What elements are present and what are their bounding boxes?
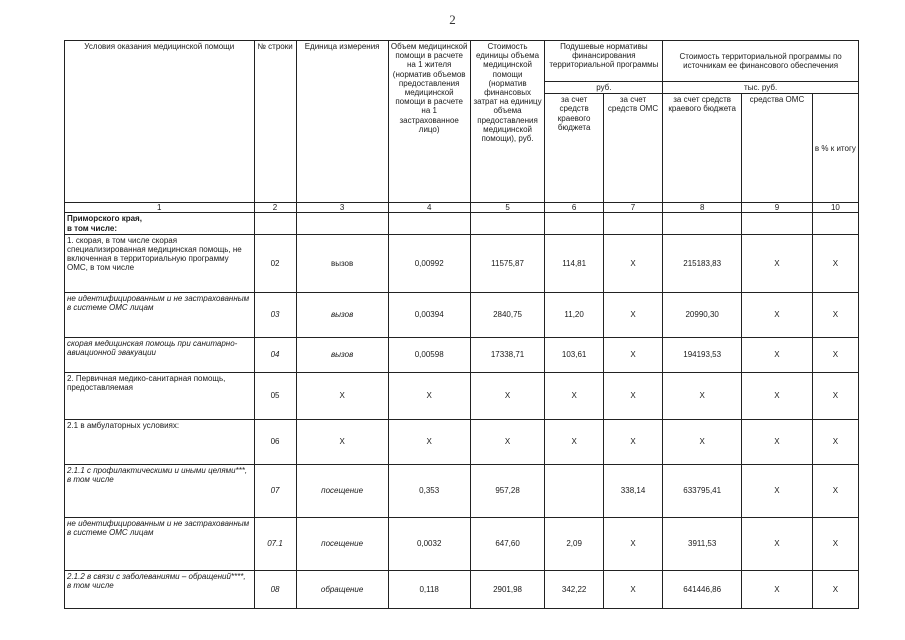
row-cost: 11575,87 xyxy=(470,234,545,292)
row-number: 04 xyxy=(254,337,296,372)
table-row xyxy=(65,292,859,337)
row-program-budget: X xyxy=(663,419,742,464)
row-per-capita-oms: X xyxy=(603,234,662,292)
col-header-percent: в % к итогу xyxy=(812,94,858,203)
row-program-budget: 641446,86 xyxy=(663,570,742,608)
row-program-budget: 3911,53 xyxy=(663,517,742,570)
financing-table xyxy=(64,40,859,609)
section-title: Приморского края, в том числе: xyxy=(65,213,255,234)
col-header-program-unit: тыс. руб. xyxy=(663,82,859,94)
table-row xyxy=(65,464,859,517)
row-cost: 2901,98 xyxy=(470,570,545,608)
row-volume: X xyxy=(388,419,470,464)
column-number: 7 xyxy=(603,203,662,213)
row-per-capita-budget: 2,09 xyxy=(545,517,603,570)
row-number: 07.1 xyxy=(254,517,296,570)
row-number: 07 xyxy=(254,464,296,517)
row-volume: 0,00992 xyxy=(388,234,470,292)
column-number: 10 xyxy=(812,203,858,213)
col-header-volume: Объем медицинской помощи в расчете на 1 жителя (норматив объемов предоставления медицинской помощи в расчете на 1 застрахованное лицо) xyxy=(388,41,470,203)
row-percent: X xyxy=(812,570,858,608)
row-unit: вызов xyxy=(296,337,388,372)
row-volume: 0,00394 xyxy=(388,292,470,337)
column-number: 6 xyxy=(545,203,603,213)
row-percent: X xyxy=(812,337,858,372)
row-name: не идентифицированным и не застрахованным в системе ОМС лицам xyxy=(65,517,255,570)
row-program-budget: 20990,30 xyxy=(663,292,742,337)
table-row xyxy=(65,372,859,419)
row-number: 03 xyxy=(254,292,296,337)
column-number: 4 xyxy=(388,203,470,213)
row-program-oms: X xyxy=(742,372,813,419)
table-row xyxy=(65,419,859,464)
row-program-oms: X xyxy=(742,570,813,608)
page-number: 2 xyxy=(449,12,456,27)
row-volume: X xyxy=(388,372,470,419)
row-per-capita-budget xyxy=(545,464,603,517)
row-program-oms: X xyxy=(742,337,813,372)
row-name: 2.1.1 с профилактическими и иными целями***, в том числе xyxy=(65,464,255,517)
col-header-prog-budget: за счет средств краевого бюджета xyxy=(663,94,742,203)
section-title-row xyxy=(65,213,859,234)
column-number: 1 xyxy=(65,203,255,213)
table-row xyxy=(65,517,859,570)
row-program-oms: X xyxy=(742,234,813,292)
row-per-capita-oms: X xyxy=(603,517,662,570)
row-per-capita-oms: X xyxy=(603,337,662,372)
row-cost: 2840,75 xyxy=(470,292,545,337)
row-program-oms: X xyxy=(742,464,813,517)
row-volume: 0,118 xyxy=(388,570,470,608)
row-percent: X xyxy=(812,517,858,570)
row-per-capita-oms: X xyxy=(603,292,662,337)
row-percent: X xyxy=(812,372,858,419)
col-header-per-capita-unit: руб. xyxy=(545,82,663,94)
col-header-conditions: Условия оказания медицинской помощи xyxy=(65,41,255,203)
row-volume: 0,00598 xyxy=(388,337,470,372)
row-unit: вызов xyxy=(296,292,388,337)
row-number: 02 xyxy=(254,234,296,292)
row-per-capita-budget: 11,20 xyxy=(545,292,603,337)
column-number: 9 xyxy=(742,203,813,213)
row-percent: X xyxy=(812,234,858,292)
col-header-row-no: № строки xyxy=(254,41,296,203)
row-per-capita-oms: X xyxy=(603,372,662,419)
row-name: 2. Первичная медико-санитарная помощь, предоставляемая xyxy=(65,372,255,419)
row-per-capita-budget: 114,81 xyxy=(545,234,603,292)
row-per-capita-oms: X xyxy=(603,570,662,608)
row-cost: X xyxy=(470,419,545,464)
row-per-capita-oms: X xyxy=(603,419,662,464)
col-header-unit: Единица измерения xyxy=(296,41,388,203)
row-name: не идентифицированным и не застрахованным в системе ОМС лицам xyxy=(65,292,255,337)
row-name: 1. скорая, в том числе скорая специализированная медицинская помощь, не включенная в территориальную программу ОМС, в том числе xyxy=(65,234,255,292)
row-cost: 957,28 xyxy=(470,464,545,517)
row-per-capita-oms: 338,14 xyxy=(603,464,662,517)
row-per-capita-budget: 342,22 xyxy=(545,570,603,608)
row-number: 06 xyxy=(254,419,296,464)
row-unit: обращение xyxy=(296,570,388,608)
row-cost: 647,60 xyxy=(470,517,545,570)
table-row xyxy=(65,570,859,608)
row-program-budget: 215183,83 xyxy=(663,234,742,292)
row-unit: вызов xyxy=(296,234,388,292)
table-row xyxy=(65,337,859,372)
row-volume: 0,0032 xyxy=(388,517,470,570)
row-unit: X xyxy=(296,419,388,464)
row-unit: X xyxy=(296,372,388,419)
row-per-capita-budget: X xyxy=(545,372,603,419)
col-header-program-cost: Стоимость территориальной программы по источникам ее финансового обеспечения xyxy=(663,41,859,82)
column-number: 2 xyxy=(254,203,296,213)
row-cost: 17338,71 xyxy=(470,337,545,372)
row-name: скорая медицинская помощь при санитарно-авиационной эвакуации xyxy=(65,337,255,372)
row-cost: X xyxy=(470,372,545,419)
row-per-capita-budget: X xyxy=(545,419,603,464)
col-header-prog-oms: средства ОМС xyxy=(742,94,813,203)
column-number: 3 xyxy=(296,203,388,213)
column-number: 5 xyxy=(470,203,545,213)
header-row-1 xyxy=(65,41,859,82)
col-header-cost: Стоимость единицы объема медицинской помощи (норматив финансовых затрат на единицу объема предоставления медицинской помощи), руб. xyxy=(470,41,545,203)
column-number: 8 xyxy=(663,203,742,213)
row-program-oms: X xyxy=(742,517,813,570)
row-program-oms: X xyxy=(742,292,813,337)
row-name: 2.1.2 в связи с заболеваниями – обращений****, в том числе xyxy=(65,570,255,608)
row-program-budget: 194193,53 xyxy=(663,337,742,372)
col-header-per-capita: Подушевые нормативы финансирования территориальной программы xyxy=(545,41,663,82)
col-header-pc-budget: за счет средств краевого бюджета xyxy=(545,94,603,203)
column-number-row xyxy=(65,203,859,213)
row-percent: X xyxy=(812,419,858,464)
row-program-budget: X xyxy=(663,372,742,419)
row-unit: посещение xyxy=(296,464,388,517)
row-unit: посещение xyxy=(296,517,388,570)
row-program-budget: 633795,41 xyxy=(663,464,742,517)
row-volume: 0,353 xyxy=(388,464,470,517)
row-percent: X xyxy=(812,464,858,517)
row-number: 05 xyxy=(254,372,296,419)
row-per-capita-budget: 103,61 xyxy=(545,337,603,372)
row-name: 2.1 в амбулаторных условиях: xyxy=(65,419,255,464)
row-program-oms: X xyxy=(742,419,813,464)
col-header-pc-oms: за счет средств ОМС xyxy=(603,94,662,203)
row-number: 08 xyxy=(254,570,296,608)
row-percent: X xyxy=(812,292,858,337)
table-row xyxy=(65,234,859,292)
